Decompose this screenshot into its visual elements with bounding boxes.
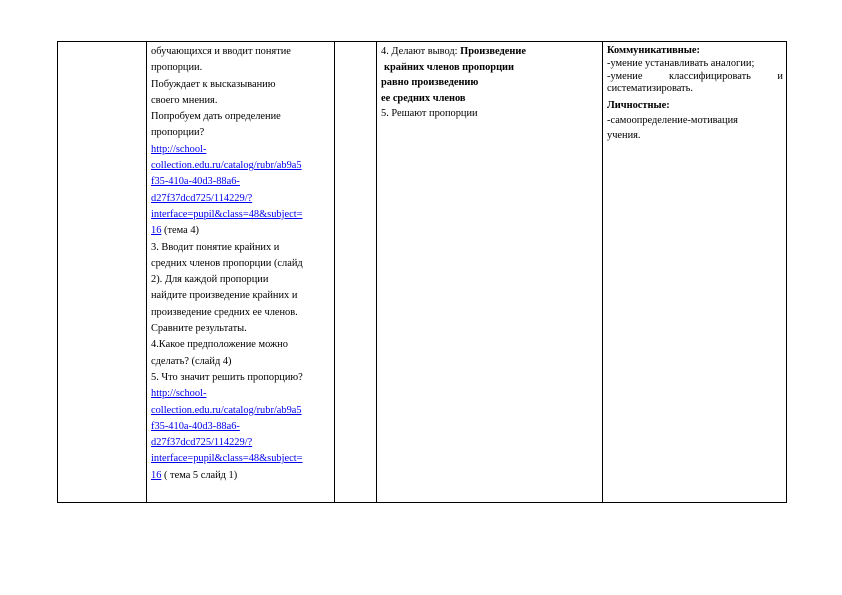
school-collection-link-2[interactable]: 16 bbox=[151, 469, 162, 481]
school-collection-link-1[interactable]: f35-410a-40d3-88a6- bbox=[151, 176, 240, 188]
school-collection-link-2[interactable]: http://school- bbox=[151, 388, 207, 400]
teacher-line: своего мнения. bbox=[151, 94, 218, 106]
teacher-line: обучающихся и вводит понятие bbox=[151, 46, 291, 57]
teacher-line: пропорции? bbox=[151, 127, 205, 139]
teacher-line: Сравните результаты. bbox=[151, 323, 247, 335]
personal-heading: Личностные: bbox=[607, 100, 670, 112]
teacher-line: Побуждает к высказыванию bbox=[151, 78, 276, 90]
teacher-line: 4.Какое предположение можно bbox=[151, 339, 288, 351]
solve-proportions-item: 5. Решают пропорции bbox=[381, 108, 478, 119]
school-collection-link-1[interactable]: http://school- bbox=[151, 143, 207, 155]
empty-cell bbox=[335, 42, 377, 503]
school-collection-link-2[interactable]: f35-410a-40d3-88a6- bbox=[151, 420, 240, 432]
teacher-line: произведение средних ее членов. bbox=[151, 306, 298, 318]
teacher-activity-cell bbox=[147, 42, 335, 503]
school-collection-link-2[interactable]: collection.edu.ru/catalog/rubr/ab9a5 bbox=[151, 404, 302, 416]
uud-text bbox=[607, 45, 783, 143]
communicative-heading: Коммуникативные: bbox=[607, 45, 700, 56]
conclusion-bold: равно произведению bbox=[381, 77, 479, 88]
school-collection-link-2[interactable]: d27f37dcd725/114229/? bbox=[151, 437, 253, 449]
stage-cell bbox=[58, 42, 147, 503]
personal-item: учения. bbox=[607, 129, 641, 141]
teacher-line: пропорции. bbox=[151, 62, 203, 74]
uud-cell bbox=[603, 42, 787, 503]
teacher-activity-text bbox=[151, 44, 331, 484]
school-collection-link-1[interactable]: d27f37dcd725/114229/? bbox=[151, 192, 253, 204]
teacher-line: 2). Для каждой пропорции bbox=[151, 274, 269, 286]
conclusion-bold: ее средних членов bbox=[381, 92, 466, 104]
teacher-line: Попробуем дать определение bbox=[151, 111, 281, 123]
conclusion-bold: крайних членов пропорции bbox=[384, 61, 515, 73]
lesson-table bbox=[57, 41, 787, 503]
teacher-line: 5. Что значит решить пропорцию? bbox=[151, 371, 303, 383]
teacher-line: 3. Вводит понятие крайних и bbox=[151, 241, 280, 253]
communicative-item: -умение классифицировать и bbox=[607, 70, 783, 82]
link-1-topic-note: (тема 4) bbox=[161, 225, 199, 237]
school-collection-link-1[interactable]: interface=pupil&class=48&subject= bbox=[151, 208, 303, 220]
table-row bbox=[58, 42, 787, 503]
communicative-item: систематизировать. bbox=[607, 83, 693, 95]
teacher-line: средних членов пропорции (слайд bbox=[151, 257, 303, 269]
student-activity-cell bbox=[377, 42, 603, 503]
student-activity-text bbox=[381, 44, 599, 122]
school-collection-link-1[interactable]: 16 bbox=[151, 225, 162, 237]
link-2-topic-note: ( тема 5 слайд 1) bbox=[161, 469, 238, 481]
teacher-line: сделать? (слайд 4) bbox=[151, 355, 232, 367]
school-collection-link-1[interactable]: collection.edu.ru/catalog/rubr/ab9a5 bbox=[151, 160, 302, 172]
conclusion-prefix: 4. Делают вывод: bbox=[381, 46, 461, 57]
conclusion-bold: Произведение bbox=[460, 46, 526, 57]
school-collection-link-2[interactable]: interface=pupil&class=48&subject= bbox=[151, 453, 303, 465]
teacher-line: найдите произведение крайних и bbox=[151, 290, 298, 302]
communicative-item: -умение устанавливать аналогии; bbox=[607, 57, 755, 69]
personal-item: -самоопределение-мотивация bbox=[607, 114, 738, 126]
